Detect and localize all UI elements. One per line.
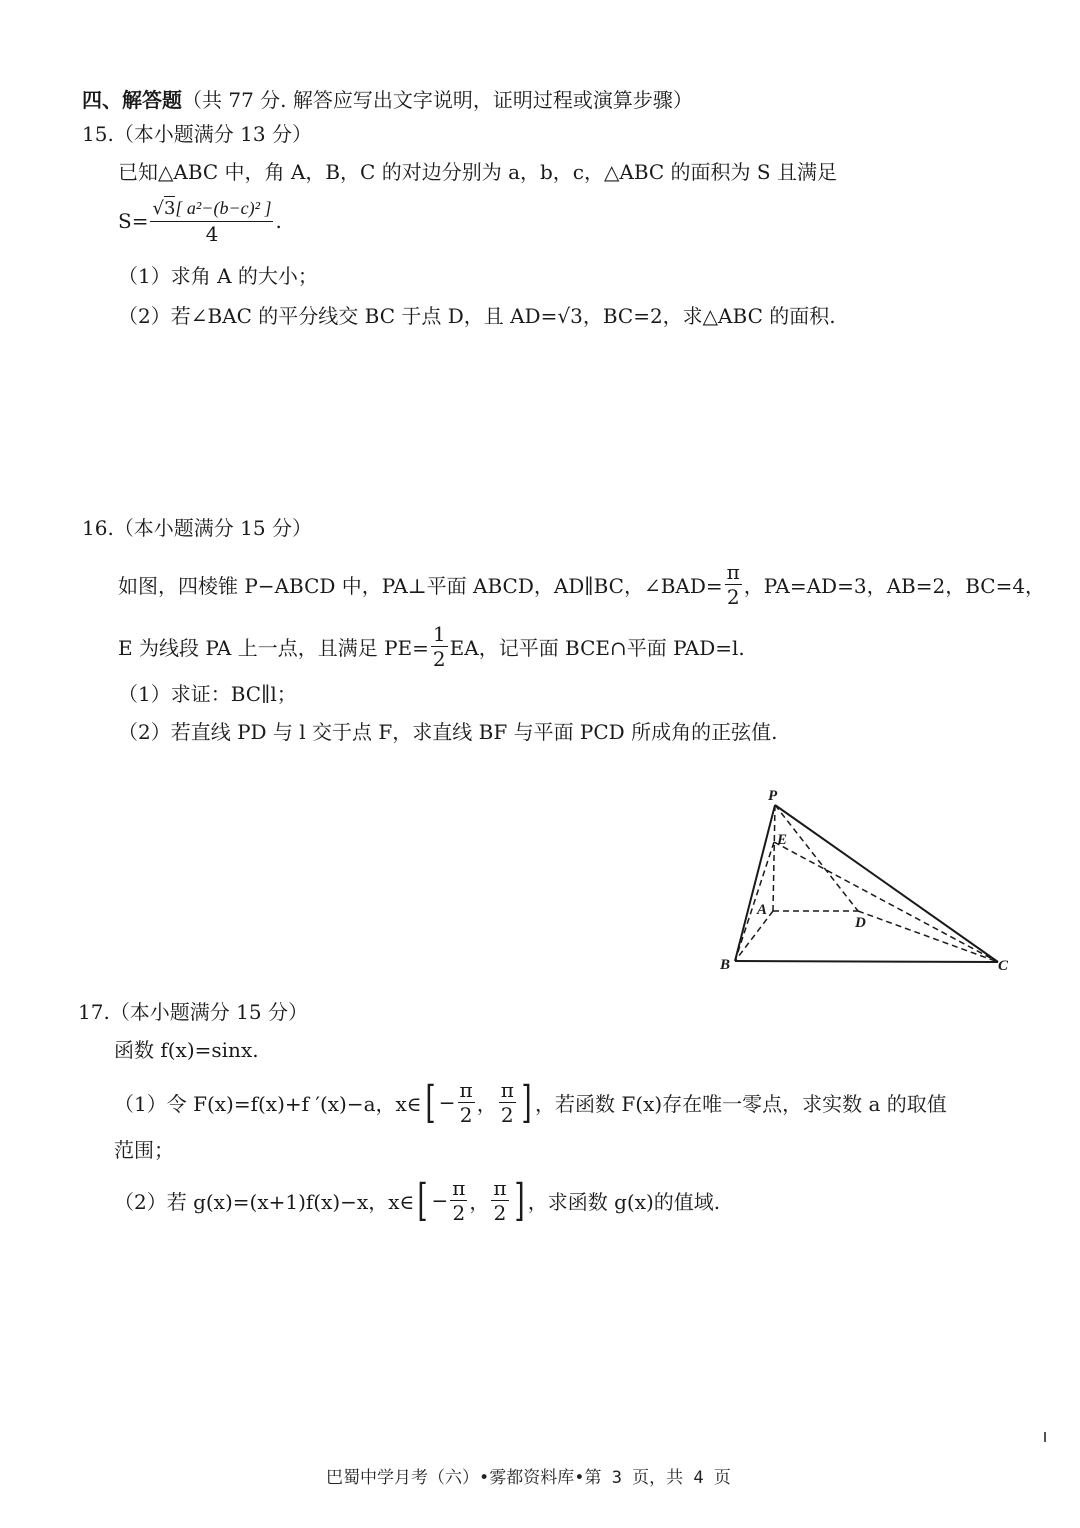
pyramid-figure: [700, 780, 1030, 985]
q17-part1-b: ，若函数 F(x)存在唯一零点，求实数 a 的取值: [535, 1092, 947, 1116]
segment-EC: [774, 842, 998, 962]
q17-part2-pi-right: π: [493, 1176, 507, 1200]
q16-line1-frac-den: 2: [726, 585, 740, 609]
q16-line2-frac-den: 2: [432, 647, 446, 671]
edge-PB: [735, 805, 775, 961]
label-D: D: [855, 915, 866, 931]
q17-part1-bracket-right: ]: [521, 1076, 532, 1128]
q17-part2-frac-right: [491, 1176, 508, 1225]
q15-sqrt-arg: 3: [163, 198, 176, 219]
q17-part2-line: [114, 1176, 720, 1225]
q16-number: 16.: [82, 516, 114, 540]
q17-part1-pi-left: π: [459, 1078, 473, 1102]
q16-score: （本小题满分 15 分）: [113, 516, 312, 540]
q17-part2-a: （2）若 g(x)=(x+1)f(x)−x，x∈: [114, 1190, 415, 1214]
section-note: （共 77 分. 解答应写出文字说明，证明过程或演算步骤）: [182, 88, 693, 112]
q17-part1-two-right: 2: [500, 1103, 514, 1127]
q16-heading: [82, 514, 312, 542]
q15-formula-denominator: 4: [205, 222, 219, 246]
q17-part1-a: （1）令 F(x)=f(x)+f ′(x)−a，x∈: [114, 1092, 422, 1116]
q17-part1-comma: ，: [476, 1092, 497, 1116]
q17-part1-c: 范围；: [114, 1138, 174, 1162]
q17-part1-frac-right: [499, 1078, 516, 1127]
q16-line2-fraction: [431, 622, 448, 671]
q17-part2-minus: −: [431, 1188, 449, 1213]
q15-score: （本小题满分 13 分）: [113, 122, 312, 146]
q17-part2-pi-left: π: [452, 1176, 466, 1200]
q16-part2: （2）若直线 PD 与 l 交于点 F，求直线 BF 与平面 PCD 所成角的正弦值.: [118, 720, 778, 744]
q15-number: 15.: [82, 122, 114, 146]
q16-part1: （1）求证：BC∥l；: [118, 682, 297, 706]
q16-line2-frac-num: 1: [432, 622, 446, 646]
label-A: A: [757, 902, 768, 918]
label-B: B: [720, 957, 731, 973]
q16-line1-a: 如图，四棱锥 P−ABCD 中，PA⊥平面 ABCD，AD∥BC，∠BAD=: [118, 574, 723, 598]
q15-formula: [118, 196, 282, 246]
q17-part1-pi-right: π: [500, 1078, 514, 1102]
q17-part1-two-left: 2: [459, 1103, 473, 1127]
edge-DC: [858, 911, 998, 962]
q16-line2-a: E 为线段 PA 上一点，且满足 PE=: [118, 636, 429, 660]
label-P: P: [768, 788, 778, 804]
q16-line1-b: ，PA=AD=3，AB=2，BC=4，: [743, 574, 1046, 598]
q17-part2-bracket-left: [: [417, 1174, 429, 1226]
q15-sqrt-sign: √: [152, 198, 164, 219]
q15-formula-fraction: [150, 196, 273, 246]
q15-formula-end: .: [275, 209, 282, 233]
q15-formula-numerator: [ a²−(b−c)² ]: [175, 198, 272, 218]
q15-part2: （2）若∠BAC 的平分线交 BC 于点 D，且 AD=√3，BC=2，求△ABC 的面积.: [118, 304, 836, 328]
segment-EB: [735, 842, 774, 961]
q16-line1-fraction: [725, 560, 742, 609]
q17-score: （本小题满分 15 分）: [109, 1000, 308, 1024]
q17-heading: [78, 998, 308, 1026]
edge-PA: [773, 805, 775, 911]
q17-part2-two-left: 2: [452, 1201, 466, 1225]
q17-part2-frac-left: [450, 1176, 467, 1225]
section-title: 四、解答题: [82, 88, 182, 112]
q17-number: 17.: [78, 1000, 110, 1024]
q17-part2-b: ，求函数 g(x)的值域.: [527, 1190, 721, 1214]
edge-BC: [735, 961, 998, 962]
q17-part2-bracket-right: ]: [513, 1174, 525, 1226]
q17-part2-two-right: 2: [493, 1201, 507, 1225]
q16-line2: [118, 622, 745, 671]
edge-PC: [775, 805, 998, 962]
scan-mark: [1044, 1432, 1046, 1442]
q16-line1: [118, 560, 1045, 609]
q15-part1: （1）求角 A 的大小；: [118, 264, 318, 288]
section-header: [82, 86, 693, 114]
page-footer: 巴蜀中学月考（六）•雾都资料库•第 3 页，共 4 页: [326, 1468, 731, 1488]
q16-line2-b: EA，记平面 BCE∩平面 PAD=l.: [449, 636, 745, 660]
q15-formula-lhs: S=: [118, 209, 149, 233]
q17-part1-bracket-left: [: [425, 1076, 436, 1128]
q15-intro: 已知△ABC 中，角 A，B，C 的对边分别为 a，b，c，△ABC 的面积为 S 且满足: [118, 160, 837, 184]
q17-part1-line: [114, 1078, 947, 1127]
q17-part1-frac-left: [458, 1078, 475, 1127]
label-C: C: [998, 958, 1009, 974]
q17-part2-comma: ，: [469, 1190, 490, 1214]
q15-heading: [82, 120, 312, 148]
edge-PD: [775, 805, 858, 911]
q17-function: 函数 f(x)=sinx.: [114, 1038, 259, 1062]
label-E: E: [777, 832, 788, 848]
q17-part1-minus: −: [438, 1090, 456, 1115]
q16-line1-frac-num: π: [726, 560, 740, 584]
